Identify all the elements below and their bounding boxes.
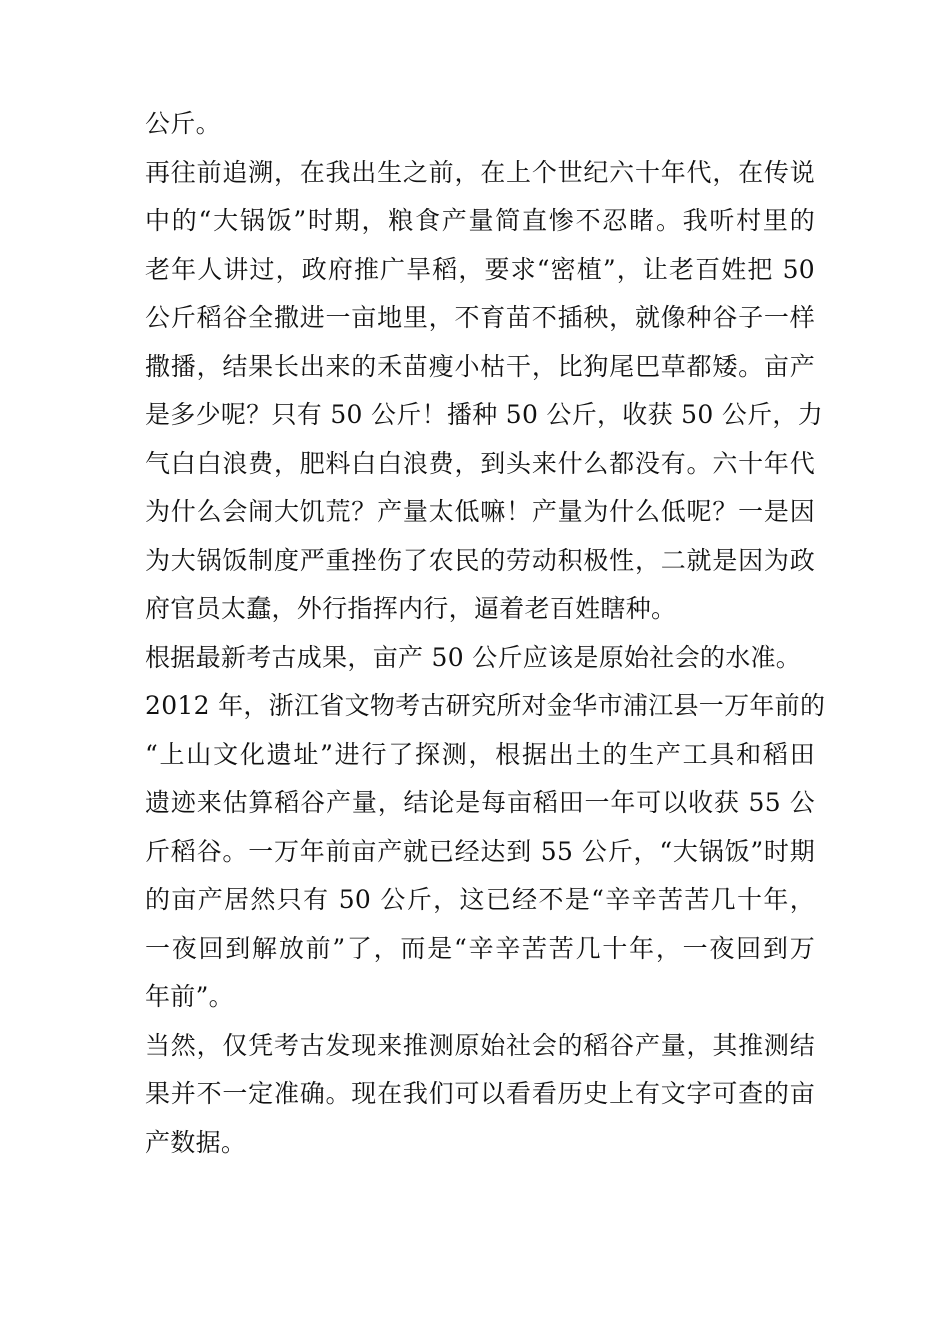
text-line: 2012 年，浙江省文物考古研究所对金华市浦江县一万年前的 — [145, 691, 826, 720]
text-line: 再往前追溯，在我出生之前，在上个世纪六十年代，在传说 — [145, 157, 815, 187]
text-line: 遗迹来估算稻谷产量，结论是每亩稻田一年可以收获 55 公 — [145, 788, 815, 817]
text-line: 老年人讲过，政府推广旱稻，要求“密植”，让老百姓把 50 — [145, 254, 815, 284]
text-line: 中的“大锅饭”时期，粮食产量简直惨不忍睹。我听村里的 — [145, 206, 815, 235]
body-text — [145, 100, 826, 1167]
text-line: 为大锅饭制度严重挫伤了农民的劳动积极性，二就是因为政 — [145, 545, 815, 575]
text-line: 一夜回到解放前”了，而是“辛辛苦苦几十年，一夜回到万 — [145, 933, 815, 963]
text-line: “上山文化遗址”进行了探测，根据出土的生产工具和稻田 — [145, 739, 815, 769]
text-line: 撒播，结果长出来的禾苗瘦小枯干，比狗尾巴草都矮。亩产 — [145, 351, 815, 381]
text-line: 公斤。 — [145, 109, 221, 138]
text-line: 当然，仅凭考古发现来推测原始社会的稻谷产量，其推测结 — [145, 1030, 815, 1060]
text-line: 府官员太蠢，外行指挥内行，逼着老百姓瞎种。 — [145, 594, 677, 623]
text-line: 的亩产居然只有 50 公斤，这已经不是“辛辛苦苦几十年， — [145, 885, 815, 914]
text-line: 产数据。 — [145, 1127, 247, 1157]
text-line: 年前”。 — [145, 982, 234, 1011]
text-line: 果并不一定准确。现在我们可以看看历史上有文字可查的亩 — [145, 1079, 815, 1108]
text-line: 为什么会闹大饥荒？产量太低嘛！产量为什么低呢？一是因 — [145, 497, 815, 526]
text-line: 是多少呢？只有 50 公斤！播种 50 公斤，收获 50 公斤，力 — [145, 400, 824, 429]
text-line: 根据最新考古成果，亩产 50 公斤应该是原始社会的水准。 — [145, 642, 802, 672]
text-line: 公斤稻谷全撒进一亩地里，不育苗不插秧，就像种谷子一样 — [145, 303, 815, 332]
text-line: 斤稻谷。一万年前亩产就已经达到 55 公斤，“大锅饭”时期 — [145, 836, 815, 866]
text-line: 气白白浪费，肥料白白浪费，到头来什么都没有。六十年代 — [145, 448, 815, 478]
